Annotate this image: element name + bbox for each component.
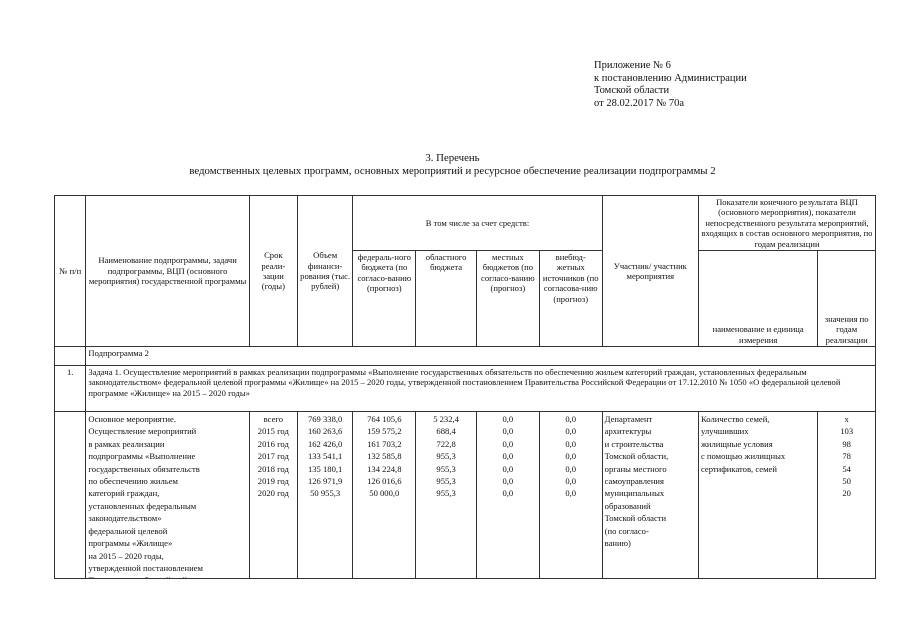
term-cell: 2020 год [257,488,289,499]
table-bottom-border [54,578,876,579]
indicator-line: жилищные условия [700,438,773,449]
indicator-value: 50 [842,476,851,487]
name-line: законодательством» [88,513,162,524]
local-cell: 0,0 [502,438,514,449]
local-cell: 0,0 [502,488,514,499]
page-bottom-mask [0,578,905,640]
federal-cell: 161 703,2 [367,438,402,449]
participant-line: и строительства [604,438,664,449]
federal-cell: 132 585,8 [367,451,402,462]
term-cell: 2017 год [257,451,289,462]
name-line: подпрограммы «Выполнение [88,451,196,462]
volume-cell: 769 338,0 [307,414,343,425]
indicator-line: сертификатов, семей [700,463,777,474]
volume-cell: 162 426,0 [307,438,343,449]
extra-cell: 0,0 [565,414,577,425]
regional-cell: 955,3 [436,463,456,474]
regional-cell: 955,3 [436,488,456,499]
federal-cell: 159 575,2 [367,426,402,437]
name-line: Осуществление мероприятий [88,426,197,437]
local-cell: 0,0 [502,426,514,437]
header-local: местных бюджетов (по согласо-ванию (прогноз) [476,251,539,347]
program-table [54,195,876,614]
appendix-line-1: Приложение № 6 [594,60,671,71]
name-line: государственных обязательств [88,463,200,474]
volume-cell: 135 180,1 [307,463,343,474]
volume-cell: 133 541,1 [307,451,343,462]
indicator-value: х [844,414,849,425]
name-line: установленных федеральным [88,500,197,511]
indicator-value: 103 [840,426,854,437]
indicator-line: Количество семей, [700,414,770,425]
task-text: Задача 1. Осуществление мероприятий в рамках реализации подпрограммы «Выполнение государственных обязательств по обеспечению жильем категорий граждан, установленных федеральным законодательством» федеральной целевой программы «Жилище» на 2015 – 2020 годы, утвержденной постановлением Правительства Российской Федерации от 17.12.2010 № 1050 «О федеральной целевой программе «Жилище» на 2015 – 2020 годы» [86,366,876,412]
participant-line: Томской области, [604,451,669,462]
volume-cell: 160 263,6 [307,426,343,437]
participant-line: Департамент [604,414,653,425]
regional-cell: 955,3 [436,476,456,487]
name-line: категорий граждан, [88,488,160,499]
header-num: № п/п [55,196,86,347]
participant-line: самоуправления [604,476,664,487]
local-cell: 0,0 [502,451,514,462]
participant-line: (по согласо- [604,525,649,536]
header-name: Наименование подпрограммы, задачи подпрограммы, ВЦП (основного мероприятия) государственной программы [86,196,249,347]
name-line: по обеспечению жильем [88,476,178,487]
appendix-line-4: от 28.02.2017 № 70а [594,97,685,109]
participant-line: ванию) [604,538,631,549]
extra-cell: 0,0 [565,451,577,462]
header-term: Срок реали-зации (годы) [249,196,297,347]
extra-cell: 0,0 [565,438,577,449]
name-line: федеральной целевой [88,525,168,536]
local-cell: 0,0 [502,463,514,474]
extra-cell: 0,0 [565,488,577,499]
header-participant: Участник/ участник мероприятия [602,196,698,347]
document-title [0,152,905,177]
extra-cell: 0,0 [565,476,577,487]
header-indicators: Показатели конечного результата ВЦП (основного мероприятия), показатели непосредственного результата мероприятий, входящих в состав основного мероприятия, по годам реализации [698,196,875,251]
federal-cell: 50 000,0 [369,488,400,499]
appendix-line-2: к постановлению Администрации [594,72,747,84]
volume-cell: 50 955,3 [310,488,341,499]
name-line: на 2015 – 2020 годы, [88,550,164,561]
extra-cell: 0,0 [565,463,577,474]
header-indicator-name: наименование и единица измерения [698,251,817,347]
indicator-value: 98 [842,438,851,449]
indicator-value: 78 [842,451,851,462]
local-cell: 0,0 [502,476,514,487]
name-line: Основное мероприятие. [88,414,176,425]
local-cell: 0,0 [502,414,514,425]
name-line: программы «Жилище» [88,538,173,549]
participant-line: муниципальных [604,488,665,499]
indicator-line: с помощью жилищных [700,451,786,462]
regional-cell: 688,4 [436,426,456,437]
participant-line: образований [604,500,651,511]
indicator-value: 54 [842,463,851,474]
appendix-block [594,60,747,110]
title-line-1: 3. Перечень [425,152,480,164]
header-volume: Объем финанси-рования (тыс. рублей) [297,196,352,347]
participant-line: Томской области [604,513,667,524]
term-cell: 2018 год [257,463,289,474]
header-federal: федераль-ного бюджета (по согласо-ванию (прогноз) [353,251,416,347]
participant-line: органы местного [604,463,667,474]
federal-cell: 764 105,6 [367,414,402,425]
title-line-2: ведомственных целевых программ, основных мероприятий и ресурсное обеспечение реализации подпрограммы 2 [189,164,716,177]
header-extra: внебюд-жетных источников (по согласова-нию (прогноз) [539,251,602,347]
header-regional: областного бюджета [416,251,477,347]
federal-cell: 134 224,8 [367,463,402,474]
extra-cell: 0,0 [565,426,577,437]
indicator-value: 20 [842,488,851,499]
indicator-line: улучшивших [700,426,749,437]
federal-cell: 126 016,6 [367,476,402,487]
participant-line: архитектуры [604,426,652,437]
name-line: в рамках реализации [88,438,165,449]
term-cell: 2019 год [257,476,289,487]
volume-cell: 126 971,9 [307,476,343,487]
header-indicator-values: значения по годам реализации [818,251,876,347]
regional-cell: 955,3 [436,451,456,462]
term-cell: всего [263,414,283,425]
term-cell: 2015 год [257,426,289,437]
regional-cell: 722,8 [436,438,456,449]
subprogram-label: Подпрограмма 2 [86,347,876,366]
task-num: 1. [55,366,86,412]
name-line: утвержденной постановлением [88,562,203,573]
header-including: В том числе за счет средств: [353,196,602,251]
appendix-line-3: Томской области [594,85,670,96]
term-cell: 2016 год [257,438,289,449]
regional-cell: 5 232,4 [433,414,459,425]
